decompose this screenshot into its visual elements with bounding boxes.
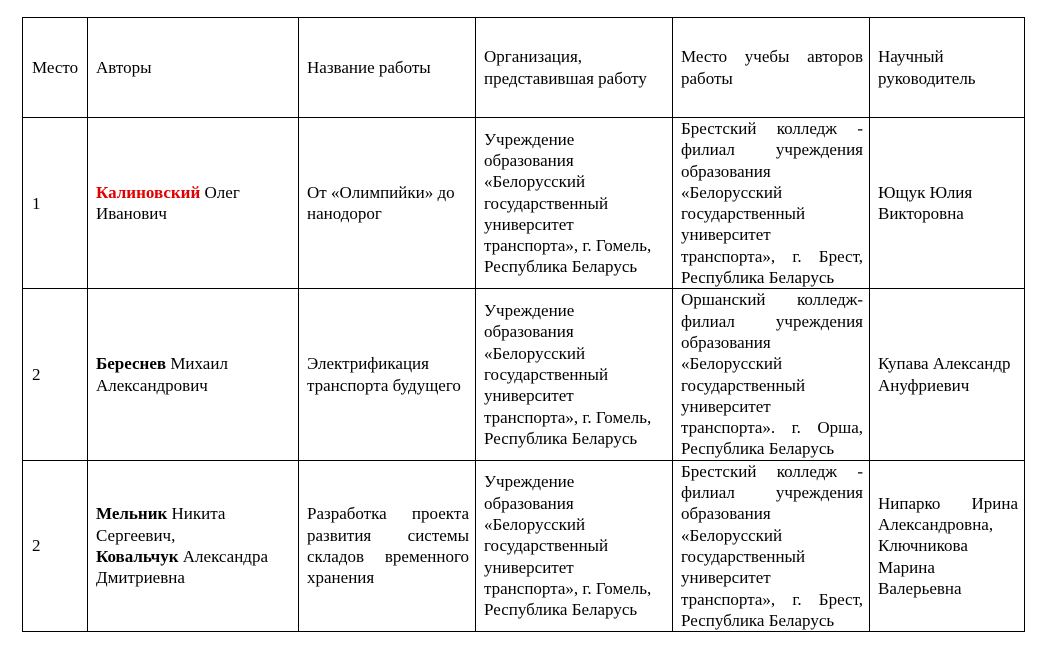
header-authors: Авторы — [88, 18, 299, 118]
cell-organization: Учреждение образования «Белорусский государственный университет транспорта», г. Гомель, Республика Беларусь — [476, 460, 673, 631]
cell-supervisor: Нипарко Ирина Александровна, Ключникова Марина Валерьевна — [870, 460, 1025, 631]
author-name: Никита Сергеевич, — [96, 504, 226, 545]
cell-authors — [88, 460, 299, 631]
header-organization: Организация, представившая работу — [476, 18, 673, 118]
header-supervisor: Научный руководитель — [870, 18, 1025, 118]
author-surname: Калиновский — [96, 182, 201, 202]
author-name: Олег Иванович — [96, 182, 240, 224]
table-row — [23, 289, 1025, 460]
author-name: Михаил Александрович — [96, 354, 228, 395]
author-surname: Ковальчук — [96, 546, 179, 566]
cell-study-place: Оршанский колледж-филиал учреждения образования «Белорусский государственный университет транспорта». г. Орша, Республика Беларусь — [673, 289, 870, 460]
cell-supervisor: Купава Александр Ануфриевич — [870, 289, 1025, 460]
cell-title: Электрификация транспорта будущего — [299, 289, 476, 460]
cell-supervisor: Ющук Юлия Викторовна — [870, 118, 1025, 289]
cell-place: 2 — [23, 289, 88, 460]
header-title: Название работы — [299, 18, 476, 118]
cell-study-place: Брестский колледж - филиал учреждения образования «Белорусский государственный университет транспорта», г. Брест, Республика Беларусь — [673, 460, 870, 631]
cell-title: От «Олимпийки» до нанодорог — [299, 118, 476, 289]
cell-organization: Учреждение образования «Белорусский государственный университет транспорта», г. Гомель, Республика Беларусь — [476, 289, 673, 460]
author-name: Александра Дмитриевна — [96, 546, 268, 588]
table-row — [23, 118, 1025, 289]
table-header-row — [23, 18, 1025, 118]
cell-title: Разработка проекта развития системы складов временного хранения — [299, 460, 476, 631]
results-table — [22, 17, 1025, 632]
cell-authors — [88, 118, 299, 289]
author-surname: Береснев — [96, 354, 167, 374]
cell-place: 2 — [23, 460, 88, 631]
header-place: Место — [23, 18, 88, 118]
document-page — [22, 17, 1025, 632]
cell-place: 1 — [23, 118, 88, 289]
cell-study-place: Брестский колледж - филиал учреждения образования «Белорусский государственный университет транспорта», г. Брест, Республика Беларусь — [673, 118, 870, 289]
cell-organization: Учреждение образования «Белорусский государственный университет транспорта», г. Гомель, Республика Беларусь — [476, 118, 673, 289]
cell-authors — [88, 289, 299, 460]
table-row — [23, 460, 1025, 631]
header-study-place: Место учебы авторов работы — [673, 18, 870, 118]
author-surname: Мельник — [96, 504, 168, 524]
